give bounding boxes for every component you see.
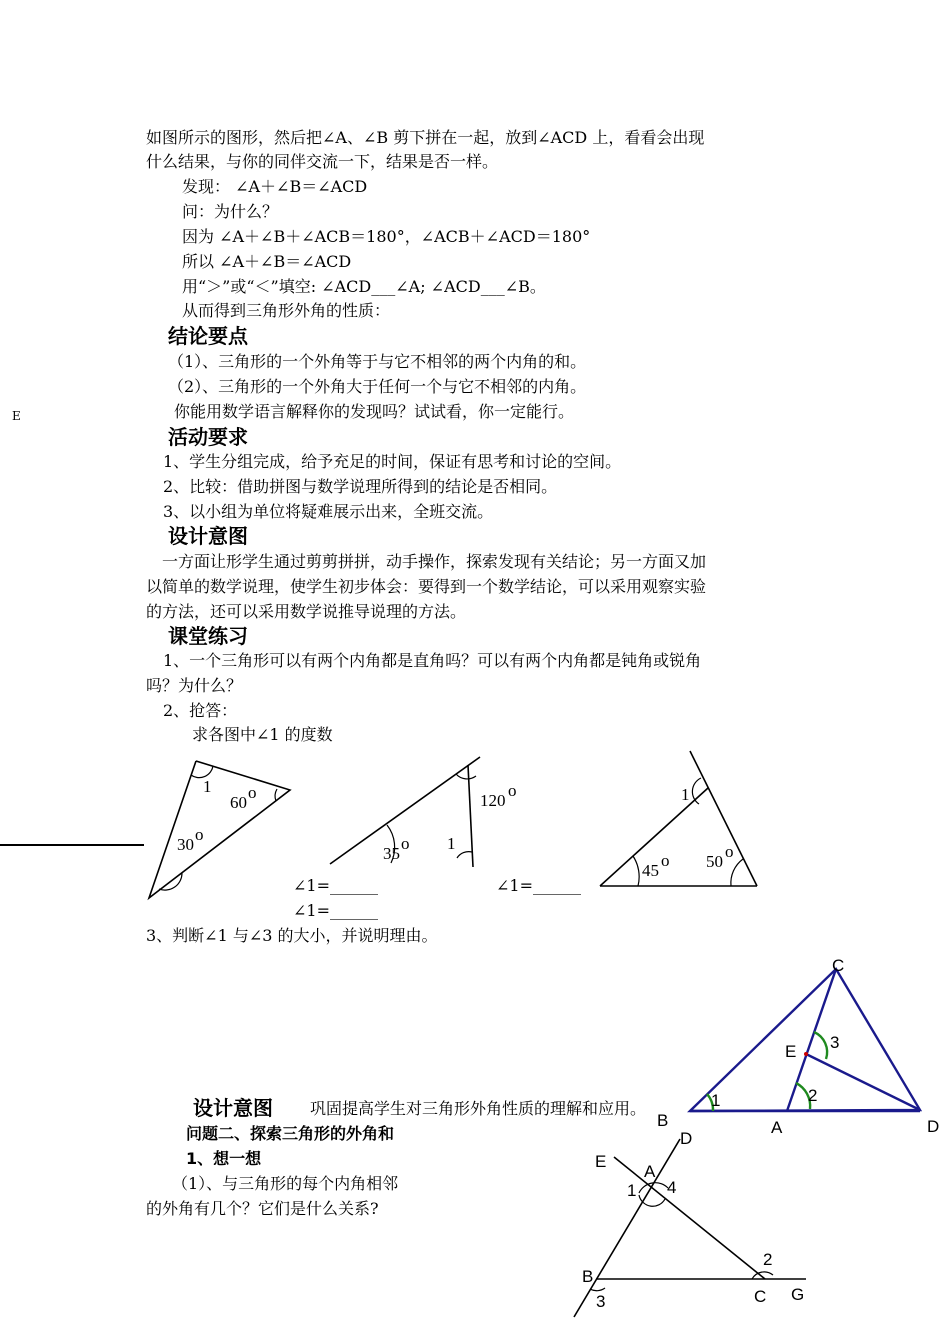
triangle-figure-3 — [595, 748, 765, 890]
intro-ask: 问：为什么？ — [182, 202, 279, 221]
fig1-angle-b-label: 30 — [177, 835, 194, 854]
design-text-2: 巩固提高学生对三角形外角性质的理解和应用。 — [310, 1099, 647, 1118]
fig2-angle-1-label: 1 — [447, 834, 456, 853]
activity-item-2: 2、比较：借助拼图与数学说理所得到的结论是否相同。 — [163, 477, 558, 496]
intro-fill: 用“＞”或“＜”填空: ∠ACD___∠A; ∠ACD___∠B。 — [182, 277, 546, 296]
conclusion-prompt: 你能用数学语言解释你的发现吗？试试看，你一定能行。 — [174, 402, 575, 421]
fig3-angle-a-label: 45 — [642, 861, 659, 880]
fig4-label-3: 3 — [830, 1033, 840, 1052]
intro-line-1: 如图所示的图形，然后把∠A、∠B 剪下拼在一起，放到∠ACD 上，看看会出现 — [146, 128, 705, 147]
fig4-label-a: A — [771, 1118, 783, 1137]
fig3-angle-b-label: 50 — [706, 852, 723, 871]
practice-q2-sub: 求各图中∠1 的度数 — [192, 725, 333, 744]
fig3-angle-1-label: 1 — [681, 785, 690, 804]
problem2-question-line-1: （1）、与三角形的每个内角相邻 — [172, 1174, 399, 1193]
margin-rule — [0, 844, 144, 846]
problem2-sub: 1、想一想 — [186, 1149, 262, 1168]
fig2-degree-a: o — [401, 834, 410, 853]
fig1-degree-a: o — [248, 783, 257, 802]
conclusion-heading: 结论要点 — [168, 324, 248, 348]
design-line-1: 一方面让形学生通过剪剪拼拼，动手操作，探索发现有关结论；另一方面又加 — [162, 552, 707, 571]
fig5-label-c: C — [754, 1287, 767, 1306]
fig4-label-d: D — [927, 1117, 940, 1136]
design-heading-2: 设计意图 — [193, 1096, 273, 1120]
fig2-degree-b: o — [508, 781, 517, 800]
fig5-label-2: 2 — [763, 1250, 773, 1269]
fig1-angle-1-label: 1 — [203, 777, 212, 796]
activity-heading: 活动要求 — [168, 425, 248, 449]
problem2-heading: 问题二、探索三角形的外角和 — [186, 1124, 395, 1143]
fig3-degree-b: o — [725, 842, 734, 861]
fig2-angle-a-label: 35 — [383, 844, 400, 863]
design-line-3: 的方法，还可以采用数学说推导说理的方法。 — [146, 602, 467, 621]
fig5-label-4: 4 — [667, 1178, 677, 1197]
fig4-label-2: 2 — [808, 1086, 818, 1105]
practice-q1-line-1: 1、一个三角形可以有两个内角都是直角吗？可以有两个内角都是钝角或锐角 — [163, 651, 702, 670]
activity-item-3: 3、以小组为单位将疑难展示出来，全班交流。 — [163, 502, 494, 521]
triangle-figure-1 — [140, 752, 300, 902]
design-line-2: 以简单的数学说理，使学生初步体会：要得到一个数学结论，可以采用观察实验 — [146, 577, 707, 596]
fig4-label-1: 1 — [711, 1091, 721, 1110]
intro-line-2: 什么结果，与你的同伴交流一下，结果是否一样。 — [146, 152, 499, 171]
conclusion-item-2: （2）、三角形的一个外角大于任何一个与它不相邻的内角。 — [168, 377, 587, 396]
fig5-label-e: E — [595, 1152, 607, 1171]
fig1-degree-b: o — [195, 825, 204, 844]
fig4-label-e: E — [785, 1042, 797, 1061]
activity-item-1: 1、学生分组完成，给予充足的时间，保证有思考和讨论的空间。 — [163, 452, 622, 471]
fig5-label-g: G — [791, 1285, 805, 1304]
fig5-label-1: 1 — [627, 1181, 637, 1200]
fig5-label-d: D — [680, 1129, 693, 1148]
triangle-figure-4 — [650, 950, 945, 1140]
fig4-label-b: B — [657, 1111, 669, 1130]
margin-letter: E — [12, 409, 21, 423]
triangle-figure-5 — [570, 1125, 815, 1325]
answer-blank-2: ∠1=______ — [496, 876, 581, 895]
practice-q2: 2、抢答： — [163, 701, 238, 720]
practice-q1-line-2: 吗？为什么？ — [146, 676, 243, 695]
practice-q3: 3、判断∠1 与∠3 的大小，并说明理由。 — [146, 926, 438, 945]
fig2-angle-b-label: 120 — [480, 791, 506, 810]
fig5-label-a: A — [644, 1162, 656, 1181]
practice-heading: 课堂练习 — [168, 624, 248, 648]
fig5-label-b: B — [582, 1267, 594, 1286]
intro-so: 所以 ∠A＋∠B＝∠ACD — [182, 252, 352, 271]
intro-discover: 发现： ∠A＋∠B＝∠ACD — [182, 177, 368, 196]
intro-because: 因为 ∠A＋∠B＋∠ACB＝180°，∠ACB＋∠ACD＝180° — [182, 227, 591, 246]
answer-blank-3: ∠1=______ — [293, 901, 378, 920]
fig3-degree-a: o — [661, 851, 670, 870]
design-heading-1: 设计意图 — [168, 524, 248, 548]
conclusion-item-1: （1）、三角形的一个外角等于与它不相邻的两个内角的和。 — [168, 352, 587, 371]
intro-derive: 从而得到三角形外角的性质： — [182, 301, 391, 320]
fig4-label-c: C — [832, 956, 845, 975]
answer-blank-1: ∠1=______ — [293, 876, 378, 895]
fig5-label-3: 3 — [596, 1292, 606, 1311]
problem2-question-line-2: 的外角有几个？它们是什么关系? — [146, 1199, 379, 1218]
fig1-angle-a-label: 60 — [230, 793, 247, 812]
angle-figure-2 — [325, 752, 517, 877]
